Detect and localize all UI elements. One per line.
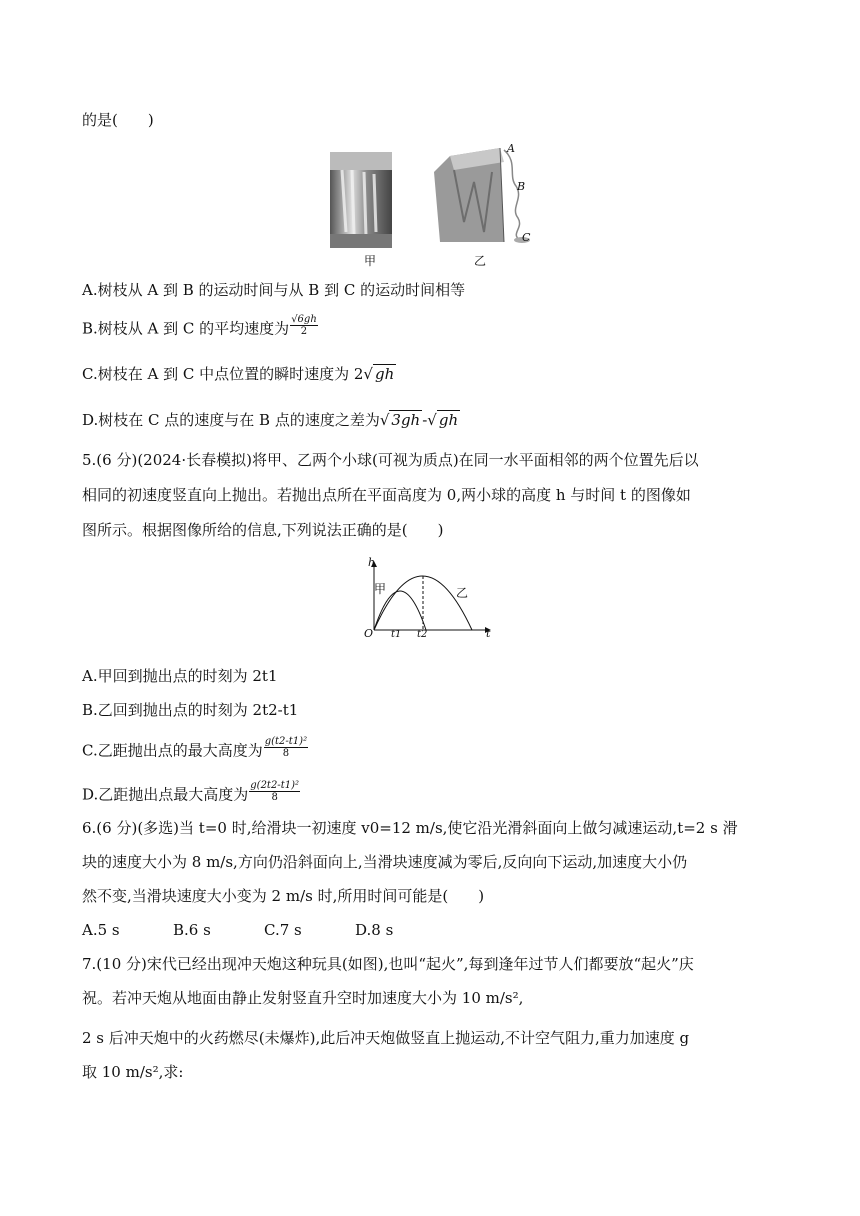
q6-line3: 然不变,当滑块速度大小变为 2 m/s 时,所用时间可能是( ) [82, 887, 485, 905]
q5-line1: 5.(6 分)(2024·长春模拟)将甲、乙两个小球(可视为质点)在同一水平面相邻的两个位置先后以 [82, 451, 699, 469]
q6-option-a: A.5 s [82, 921, 120, 939]
q5-d-num: g(2t2-t1)² [250, 780, 299, 791]
graph-t1-label: t1 [391, 629, 402, 640]
q7-line4: 取 10 m/s²,求: [82, 1063, 184, 1081]
q5-line3: 图所示。根据图像所给的信息,下列说法正确的是( ) [82, 521, 444, 539]
q4-option-c: C.树枝在 A 到 C 中点位置的瞬时速度为 2√ gh [82, 365, 395, 383]
graph-t-label: t [486, 627, 491, 640]
ht-graph [360, 556, 500, 650]
q6-options [82, 920, 446, 940]
q7-line1: 7.(10 分)宋代已经出现冲天炮这种玩具(如图),也叫“起火”,每到逢年过节人们都要放“起火”庆 [82, 955, 694, 973]
graph-series-a: 甲 [374, 582, 387, 596]
caption-right: 乙 [474, 254, 487, 268]
q4-b-prefix: B.树枝从 A 到 C 的平均速度为 [82, 319, 290, 338]
q4-c-prefix: C.树枝在 A 到 C 中点位置的瞬时速度为 2 [82, 365, 364, 383]
graph-origin-label: O [364, 627, 374, 640]
q5-option-c [82, 736, 309, 763]
q4-d-prefix: D.树枝在 C 点的速度与在 B 点的速度之差为 [82, 411, 380, 429]
q4-c-rad: gh [374, 365, 395, 383]
q4-d-rad2: gh [438, 411, 459, 429]
graph-h-label: h [368, 556, 376, 569]
label-b: B [517, 180, 526, 193]
q5-c-prefix: C.乙距抛出点的最大高度为 [82, 741, 263, 760]
q4-option-d: D.树枝在 C 点的速度与在 B 点的速度之差为√ 3gh -√ gh [82, 411, 459, 429]
q4-option-a: A.树枝从 A 到 B 的运动时间与从 B 到 C 的运动时间相等 [82, 281, 466, 299]
q5-option-d [82, 780, 301, 807]
caption-left: 甲 [364, 254, 377, 268]
q5-option-b: B.乙回到抛出点的时刻为 2t2-t1 [82, 701, 299, 719]
q6-option-b: B.6 s [173, 921, 211, 939]
q5-c-num: g(t2-t1)² [264, 736, 308, 747]
waterfall-photo [330, 152, 392, 252]
q6-option-d: D.8 s [355, 921, 394, 939]
q4-b-frac [290, 314, 318, 337]
q4-d-rad1: 3gh [391, 411, 421, 429]
q5-c-frac [264, 736, 308, 759]
q7-line2: 祝。若冲天炮从地面由静止发射竖直升空时加速度大小为 10 m/s², [82, 989, 524, 1007]
label-a: A [507, 142, 515, 155]
graph-series-b: 乙 [456, 586, 469, 600]
cliff-diagram [430, 142, 534, 252]
q5-d-frac [249, 780, 300, 803]
q6-line1: 6.(6 分)(多选)当 t=0 时,给滑块一初速度 v0=12 m/s,使它沿光滑斜面向上做匀减速运动,t=2 s 滑 [82, 819, 738, 837]
q6-line2: 块的速度大小为 8 m/s,方向仍沿斜面向上,当滑块速度减为零后,反向向下运动,加速度大小仍 [82, 853, 688, 871]
q5-line2: 相同的初速度竖直向上抛出。若抛出点所在平面高度为 0,两小球的高度 h 与时间 t 的图像如 [82, 486, 691, 504]
q5-d-prefix: D.乙距抛出点最大高度为 [82, 785, 249, 804]
q6-option-c: C.7 s [264, 921, 302, 939]
graph-t2-label: t2 [417, 629, 428, 640]
q4-b-den: 2 [300, 326, 308, 337]
q5-c-den: 8 [282, 748, 290, 759]
q5-d-den: 8 [271, 792, 278, 803]
q4-b-num: √6gh [291, 314, 317, 325]
intro-tail: 的是( ) [82, 111, 154, 129]
label-c: C [522, 231, 531, 244]
q5-option-a: A.甲回到抛出点的时刻为 2t1 [82, 667, 278, 685]
q4-d-minus: - [422, 411, 428, 429]
q4-option-b [82, 314, 319, 341]
q7-line3: 2 s 后冲天炮中的火药燃尽(未爆炸),此后冲天炮做竖直上抛运动,不计空气阻力,重力加速度 g [82, 1029, 690, 1047]
